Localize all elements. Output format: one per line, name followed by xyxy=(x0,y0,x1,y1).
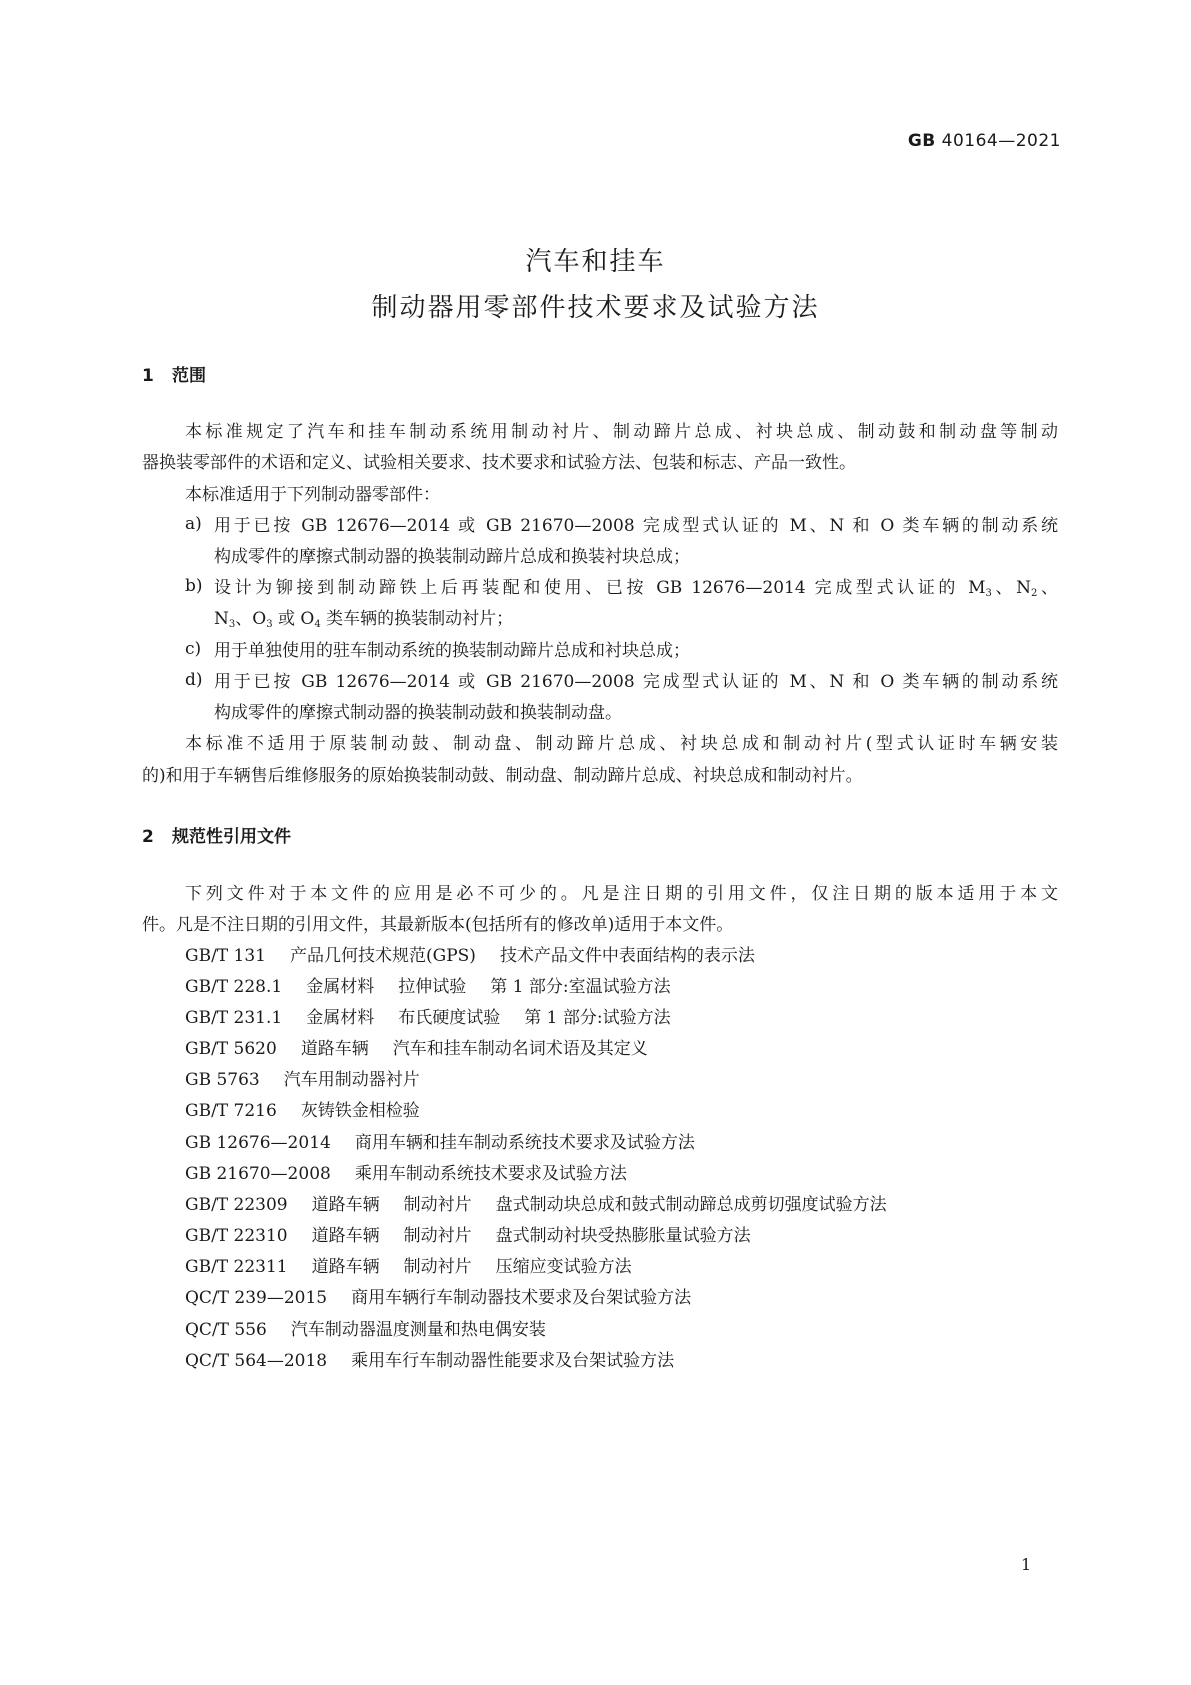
s1-para3-line2: 的)和用于车辆售后维修服务的原始换装制动鼓、制动盘、制动蹄片总成、衬块总成和制动衬片。 xyxy=(142,766,863,786)
ref-code: GB/T 22311 xyxy=(185,1257,288,1277)
item-b-line2-a: N xyxy=(214,609,229,629)
ref-title: 金属材料 xyxy=(306,1008,375,1028)
ref-title: 乘用车制动系统技术要求及试验方法 xyxy=(354,1164,627,1184)
section-1-heading xyxy=(142,361,206,386)
item-a-line1: 用于已按 GB 12676—2014 或 GB 21670—2008 完成型式认证的 M、N 和 O 类车辆的制动系统 xyxy=(214,516,1058,536)
ref-item xyxy=(185,1037,648,1061)
s1-para2: 本标准适用于下列制动器零部件： xyxy=(185,485,440,505)
item-b-line2-d: 类车辆的换装制动衬片； xyxy=(320,609,514,629)
ref-item xyxy=(185,1193,887,1217)
ref-item xyxy=(185,1162,627,1186)
item-b-line1 xyxy=(214,576,1058,606)
ref-title: 布氏硬度试验 xyxy=(398,1008,501,1028)
item-c-marker: c) xyxy=(185,639,202,659)
item-b-sub1: 3 xyxy=(985,588,992,599)
item-b-line1-text: 设计为铆接到制动蹄铁上后再装配和使用、已按 GB 12676—2014 完成型式认证的 M xyxy=(214,578,986,598)
ref-title: 金属材料 xyxy=(306,977,375,997)
ref-code: GB/T 5620 xyxy=(185,1039,277,1059)
ref-title: 技术产品文件中表面结构的表示法 xyxy=(499,946,755,966)
ref-item xyxy=(185,1224,751,1248)
section-1-number: 1 xyxy=(142,366,154,386)
ref-title: 产品几何技术规范(GPS) xyxy=(290,946,476,966)
item-b-sub4: 3 xyxy=(266,619,273,630)
item-c-line1: 用于单独使用的驻车制动系统的换装制动蹄片总成和衬块总成； xyxy=(214,641,690,661)
ref-item xyxy=(185,1318,546,1342)
item-b-sub3: 3 xyxy=(228,619,236,630)
ref-item xyxy=(185,944,755,968)
ref-title: 第 1 部分:试验方法 xyxy=(524,1008,671,1028)
section-2-heading xyxy=(142,822,291,847)
item-b-line2-b: 、O xyxy=(235,609,267,629)
ref-code: GB 12676—2014 xyxy=(185,1133,331,1153)
ref-item xyxy=(185,1286,691,1310)
item-d-line1: 用于已按 GB 12676—2014 或 GB 21670—2008 完成型式认证的 M、N 和 O 类车辆的制动系统 xyxy=(214,672,1058,692)
ref-title: 制动衬片 xyxy=(403,1257,472,1277)
ref-title: 压缩应变试验方法 xyxy=(495,1257,632,1277)
standard-prefix: GB xyxy=(907,131,936,151)
ref-title: 第 1 部分:室温试验方法 xyxy=(490,977,671,997)
ref-title: 乘用车行车制动器性能要求及台架试验方法 xyxy=(351,1351,675,1371)
ref-title: 汽车和挂车制动名词术语及其定义 xyxy=(392,1039,648,1059)
item-a-marker: a) xyxy=(185,514,202,534)
ref-code: QC/T 556 xyxy=(185,1320,267,1340)
document-title-line1: 汽车和挂车 xyxy=(525,247,666,277)
ref-title: 盘式制动块总成和鼓式制动蹄总成剪切强度试验方法 xyxy=(495,1195,887,1215)
ref-title: 盘式制动衬块受热膨胀量试验方法 xyxy=(495,1226,751,1246)
ref-title: 制动衬片 xyxy=(403,1195,472,1215)
ref-title: 灰铸铁金相检验 xyxy=(300,1101,420,1121)
standard-code xyxy=(908,131,1061,151)
ref-code: QC/T 564—2018 xyxy=(185,1351,328,1371)
item-b-sub2: 2 xyxy=(1031,588,1038,599)
ref-title: 商用车辆和挂车制动系统技术要求及试验方法 xyxy=(354,1133,695,1153)
ref-title: 汽车用制动器衬片 xyxy=(283,1070,420,1090)
section-1-title: 范围 xyxy=(172,366,206,386)
document-title-line2: 制动器用零部件技术要求及试验方法 xyxy=(371,293,820,323)
ref-title: 商用车辆行车制动器技术要求及台架试验方法 xyxy=(351,1288,692,1308)
item-b-mid1: 、N xyxy=(991,578,1032,598)
ref-title: 道路车辆 xyxy=(311,1195,380,1215)
item-b-sub5: 4 xyxy=(314,619,321,630)
ref-title: 汽车制动器温度测量和热电偶安装 xyxy=(290,1320,546,1340)
s1-para1-line1: 本标准规定了汽车和挂车制动系统用制动衬片、制动蹄片总成、衬块总成、制动鼓和制动盘等制动 xyxy=(185,422,1058,442)
ref-code: GB/T 7216 xyxy=(185,1101,277,1121)
item-b-line2 xyxy=(214,607,513,637)
standard-number: 40164—2021 xyxy=(941,131,1061,151)
section-2-number: 2 xyxy=(142,827,154,847)
ref-item xyxy=(185,1099,420,1123)
ref-title: 道路车辆 xyxy=(311,1257,380,1277)
ref-item xyxy=(185,1131,695,1155)
ref-code: GB/T 231.1 xyxy=(185,1008,283,1028)
s2-para1-line2: 件。凡是不注日期的引用文件，其最新版本(包括所有的修改单)适用于本文件。 xyxy=(142,915,734,935)
ref-code: GB/T 131 xyxy=(185,946,266,966)
ref-title: 道路车辆 xyxy=(311,1226,380,1246)
ref-item xyxy=(185,1068,420,1092)
ref-code: QC/T 239—2015 xyxy=(185,1288,328,1308)
ref-code: GB/T 22310 xyxy=(185,1226,288,1246)
ref-code: GB 21670—2008 xyxy=(185,1164,331,1184)
ref-code: GB/T 228.1 xyxy=(185,977,283,997)
s1-para3-line1: 本标准不适用于原装制动鼓、制动盘、制动蹄片总成、衬块总成和制动衬片(型式认证时车辆安装 xyxy=(185,734,1058,754)
ref-item xyxy=(185,1255,632,1279)
ref-code: GB 5763 xyxy=(185,1070,260,1090)
page-number: 1 xyxy=(1021,1555,1032,1574)
ref-item xyxy=(185,1006,671,1030)
item-b-end1: 、 xyxy=(1037,578,1059,598)
s1-para1-line2: 器换装零部件的术语和定义、试验相关要求、技术要求和试验方法、包装和标志、产品一致性。 xyxy=(142,453,856,473)
ref-item xyxy=(185,975,671,999)
section-2-title: 规范性引用文件 xyxy=(172,827,291,847)
ref-item xyxy=(185,1349,674,1373)
s2-para1-line1: 下列文件对于本文件的应用是必不可少的。凡是注日期的引用文件，仅注日期的版本适用于本文 xyxy=(185,884,1058,904)
item-b-line2-c: 或 O xyxy=(272,609,315,629)
item-d-marker: d) xyxy=(185,670,203,690)
ref-title: 拉伸试验 xyxy=(398,977,467,997)
item-a-line2: 构成零件的摩擦式制动器的换装制动蹄片总成和换装衬块总成； xyxy=(214,547,690,567)
ref-code: GB/T 22309 xyxy=(185,1195,288,1215)
item-d-line2: 构成零件的摩擦式制动器的换装制动鼓和换装制动盘。 xyxy=(214,703,622,723)
item-b-marker: b) xyxy=(185,576,203,596)
ref-title: 制动衬片 xyxy=(403,1226,472,1246)
ref-title: 道路车辆 xyxy=(300,1039,369,1059)
